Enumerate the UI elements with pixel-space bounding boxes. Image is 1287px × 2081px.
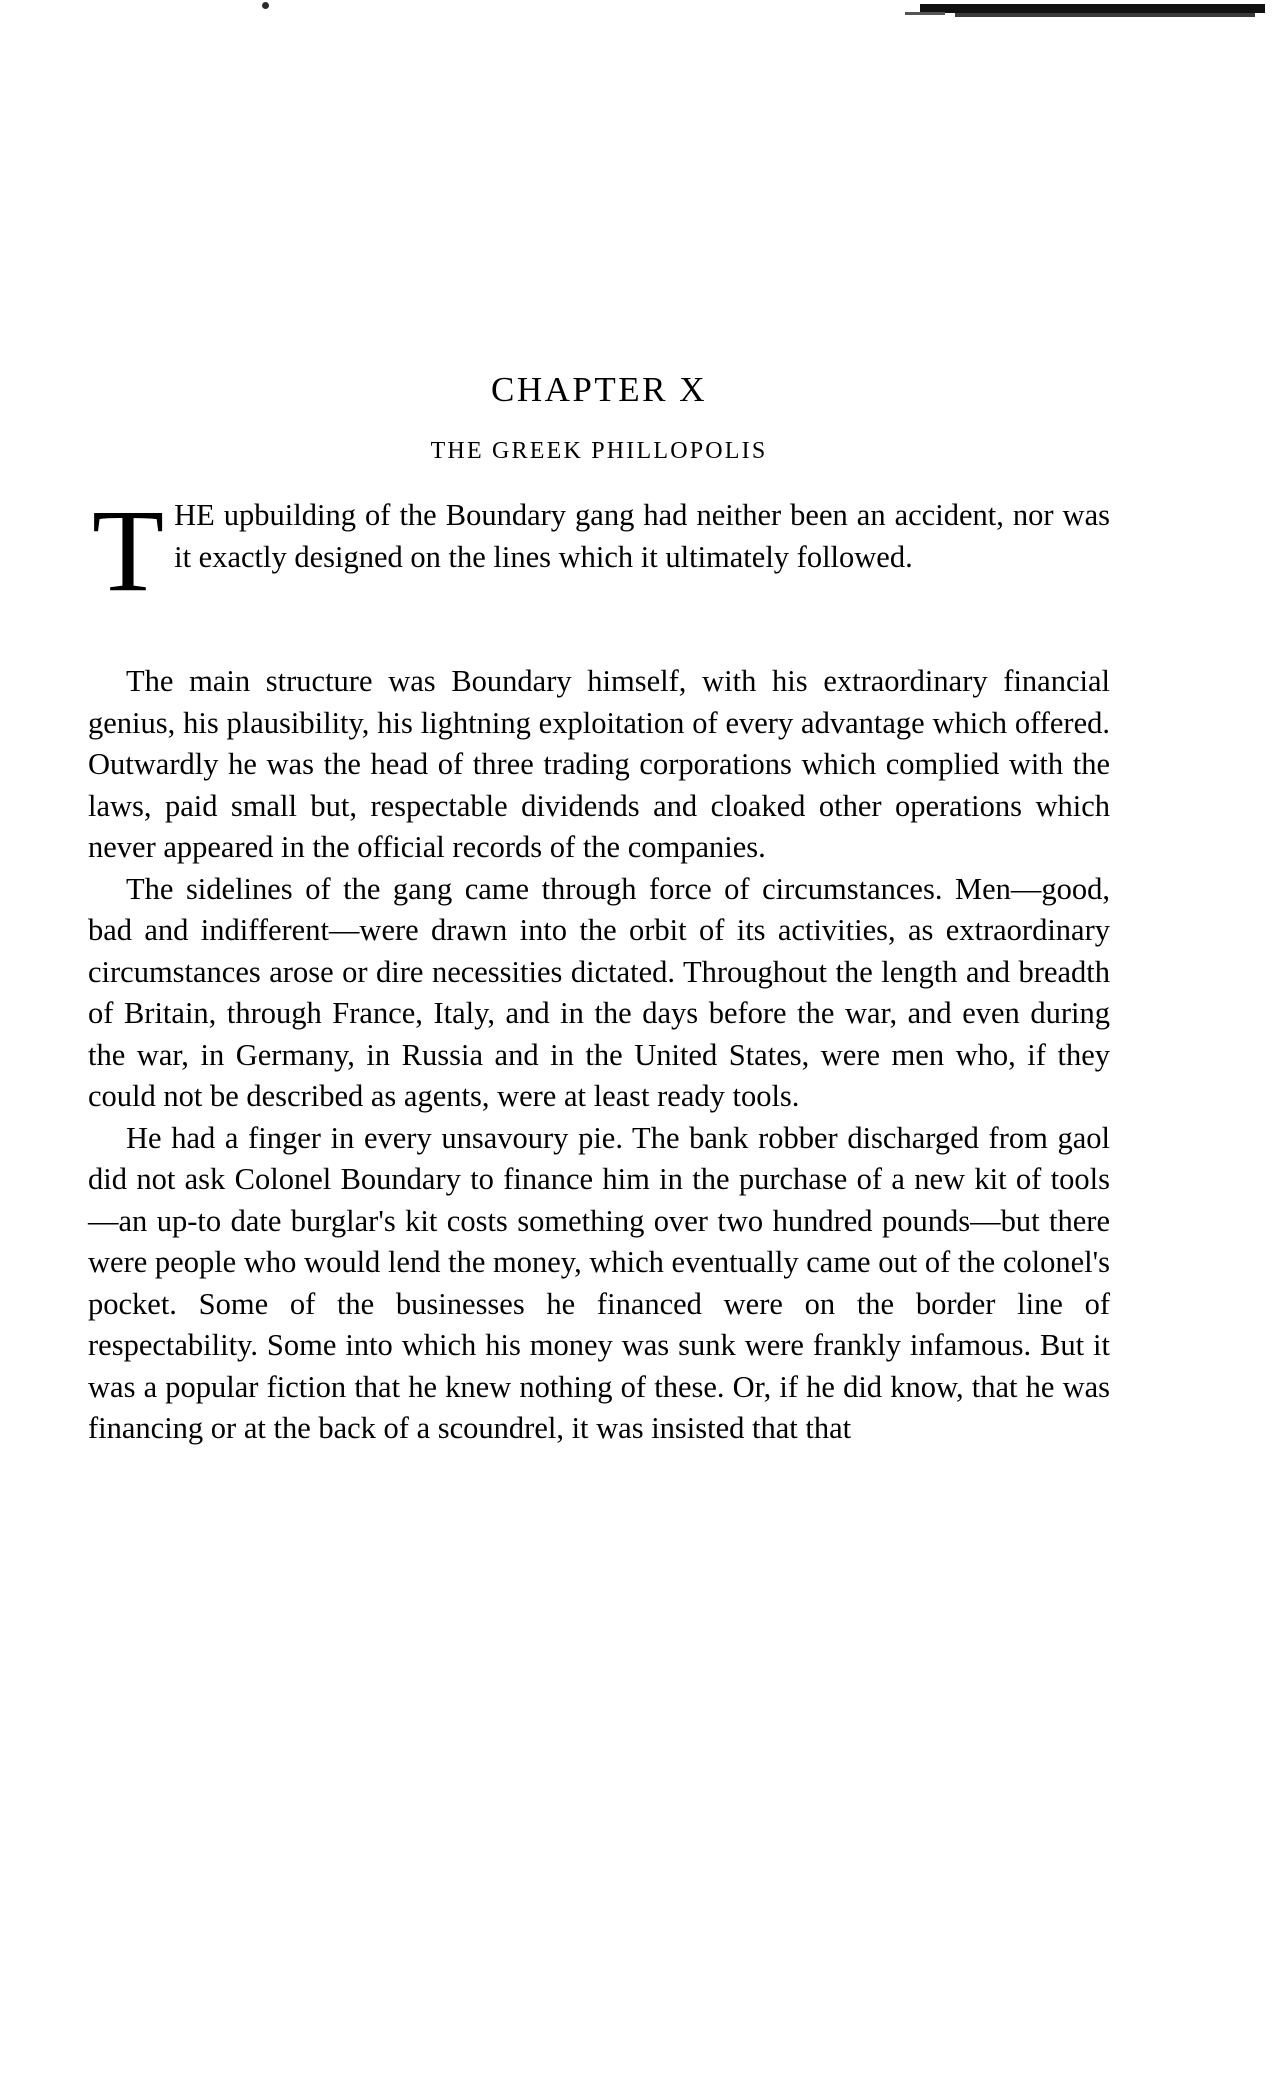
drop-cap-letter: T [92,485,165,616]
paragraph-3: The sidelines of the gang came through force of circumstances. Men—good, bad and indifferent—were drawn into the orbit of its activities, as extraordinary circumstances arose or dire necessities dictated. Throughout the length and breadth of Britain, through France, Italy, and in the days before the war, and even during the war, in Germany, in Russia and in the United States, were men who, if they could not be described as agents, were at least ready tools. [88,871,1110,1113]
body-copy [88,485,1110,1450]
scan-artifact-bar [920,4,1265,13]
chapter-subtitle: THE GREEK PHILLOPOLIS [430,438,768,464]
paragraph-1-text: HE upbuilding of the Boundary gang had neither been an accident, nor was it exactly designed on the lines which it ultimately followed. [174,498,1110,574]
chapter-heading: CHAPTER X [491,370,707,409]
paragraph-4: He had a finger in every unsavoury pie. The bank robber discharged from gaol did not ask Colonel Boundary to finance him in the purchase of a new kit of tools —an up-to date burglar's kit costs something over two hundred pounds—but there were people who would lend the money, which eventually came out of the colonel's pocket. Some of the businesses he financed were on the border line of respectability. Some into which his money was sunk were frankly infamous. But it was a popular fiction that he knew nothing of these. Or, if he did know, that he was financing or at the back of a scoundrel, it was insisted that that [88,1120,1110,1445]
paragraph-1 [88,485,1110,661]
scan-artifact-bar-thin [955,13,1255,17]
scan-artifact-dot [262,2,269,9]
scan-artifact-bar-small [905,12,945,15]
paragraph-2: The main structure was Boundary himself, with his extraordinary financial genius, his plausibility, his lightning exploitation of every advantage which offered. Outwardly he was the head of three trading corporations which complied with the laws, paid small but, respectable dividends and cloaked other operations which never appeared in the official records of the companies. [88,664,1110,864]
page-text-block [88,370,1110,1450]
